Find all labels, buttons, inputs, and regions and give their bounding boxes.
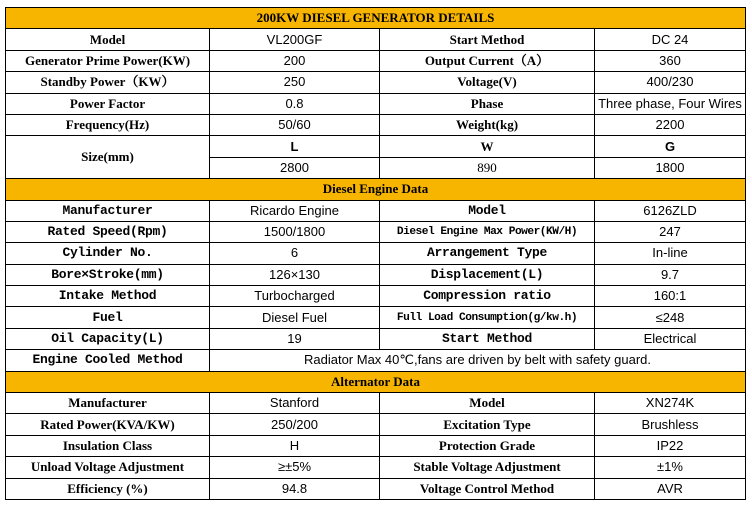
table-row — [6, 350, 746, 371]
spec-label: Model — [380, 393, 595, 414]
spec-label: Protection Grade — [380, 435, 595, 456]
spec-label: Start Method — [380, 29, 595, 50]
spec-label: Fuel — [6, 307, 210, 328]
spec-value: 50/60 — [210, 114, 380, 135]
table-row — [6, 50, 746, 71]
spec-value: 1500/1800 — [210, 221, 380, 242]
spec-value: Turbocharged — [210, 286, 380, 307]
section-header-alternator: Alternator Data — [6, 371, 746, 392]
spec-value: ≥±5% — [210, 457, 380, 478]
table-row — [6, 93, 746, 114]
spec-label: Size(mm) — [6, 136, 210, 179]
table-title: 200KW DIESEL GENERATOR DETAILS — [6, 8, 746, 29]
spec-label: Manufacturer — [6, 200, 210, 221]
spec-label: Full Load Consumption(g/kw.h) — [380, 307, 595, 328]
spec-label: Insulation Class — [6, 435, 210, 456]
spec-label: Model — [380, 200, 595, 221]
spec-value: 2200 — [595, 114, 746, 135]
spec-value: 0.8 — [210, 93, 380, 114]
spec-label: Diesel Engine Max Power(KW/H) — [380, 221, 595, 242]
table-row — [6, 457, 746, 478]
spec-label: Voltage Control Method — [380, 478, 595, 499]
spec-label: Unload Voltage Adjustment — [6, 457, 210, 478]
spec-value: AVR — [595, 478, 746, 499]
spec-value: 1800 — [595, 157, 746, 178]
spec-value: Ricardo Engine — [210, 200, 380, 221]
spec-value: ≤248 — [595, 307, 746, 328]
spec-label: Rated Power(KVA/KW) — [6, 414, 210, 435]
spec-value: In-line — [595, 243, 746, 264]
spec-label: Model — [6, 29, 210, 50]
table-row — [6, 200, 746, 221]
table-row — [6, 435, 746, 456]
spec-value: 250 — [210, 72, 380, 93]
spec-value: IP22 — [595, 435, 746, 456]
spec-label: Oil Capacity(L) — [6, 328, 210, 349]
spec-value: 250/200 — [210, 414, 380, 435]
table-row — [6, 179, 746, 200]
spec-value: 6 — [210, 243, 380, 264]
spec-label: Standby Power（KW） — [6, 72, 210, 93]
spec-value: 160:1 — [595, 286, 746, 307]
spec-value: 9.7 — [595, 264, 746, 285]
spec-value: Radiator Max 40℃,fans are driven by belt with safety guard. — [210, 350, 746, 371]
spec-label: Phase — [380, 93, 595, 114]
spec-label: Stable Voltage Adjustment — [380, 457, 595, 478]
spec-value: 2800 — [210, 157, 380, 178]
spec-value: Brushless — [595, 414, 746, 435]
table-row — [6, 8, 746, 29]
spec-value: H — [210, 435, 380, 456]
spec-label: Compression ratio — [380, 286, 595, 307]
spec-value: 19 — [210, 328, 380, 349]
spec-label: Start Method — [380, 328, 595, 349]
spec-label: Voltage(V) — [380, 72, 595, 93]
table-row — [6, 478, 746, 499]
spec-value: Diesel Fuel — [210, 307, 380, 328]
spec-label: Engine Cooled Method — [6, 350, 210, 371]
spec-value: XN274K — [595, 393, 746, 414]
table-row — [6, 307, 746, 328]
generator-spec-table — [5, 7, 746, 500]
spec-value: Stanford — [210, 393, 380, 414]
spec-value: Electrical — [595, 328, 746, 349]
spec-label: Bore×Stroke(mm) — [6, 264, 210, 285]
table-row — [6, 328, 746, 349]
spec-value: 400/230 — [595, 72, 746, 93]
size-column-header: G — [595, 136, 746, 157]
spec-label: Output Current（A） — [380, 50, 595, 71]
spec-value: DC 24 — [595, 29, 746, 50]
table-row — [6, 29, 746, 50]
table-row — [6, 243, 746, 264]
spec-label: Arrangement Type — [380, 243, 595, 264]
table-row — [6, 393, 746, 414]
spec-label: Frequency(Hz) — [6, 114, 210, 135]
size-column-header: L — [210, 136, 380, 157]
spec-label: Generator Prime Power(KW) — [6, 50, 210, 71]
spec-value: 247 — [595, 221, 746, 242]
spec-value: 360 — [595, 50, 746, 71]
spec-value: 126×130 — [210, 264, 380, 285]
table-row — [6, 286, 746, 307]
spec-label: Power Factor — [6, 93, 210, 114]
spec-label: Rated Speed(Rpm) — [6, 221, 210, 242]
spec-value: 6126ZLD — [595, 200, 746, 221]
table-row — [6, 414, 746, 435]
spec-label: Excitation Type — [380, 414, 595, 435]
table-row — [6, 136, 746, 157]
section-header-engine: Diesel Engine Data — [6, 179, 746, 200]
size-column-header: W — [380, 136, 595, 157]
spec-value: 200 — [210, 50, 380, 71]
spec-value: VL200GF — [210, 29, 380, 50]
spec-label: Displacement(L) — [380, 264, 595, 285]
spec-label: Manufacturer — [6, 393, 210, 414]
table-row — [6, 371, 746, 392]
table-row — [6, 221, 746, 242]
spec-value: 94.8 — [210, 478, 380, 499]
table-row — [6, 114, 746, 135]
spec-value: Three phase, Four Wires — [595, 93, 746, 114]
spec-value: 890 — [380, 157, 595, 178]
spec-label: Efficiency (%) — [6, 478, 210, 499]
table-row — [6, 264, 746, 285]
table-row — [6, 72, 746, 93]
spec-label: Intake Method — [6, 286, 210, 307]
spec-value: ±1% — [595, 457, 746, 478]
spec-label: Cylinder No. — [6, 243, 210, 264]
spec-label: Weight(kg) — [380, 114, 595, 135]
